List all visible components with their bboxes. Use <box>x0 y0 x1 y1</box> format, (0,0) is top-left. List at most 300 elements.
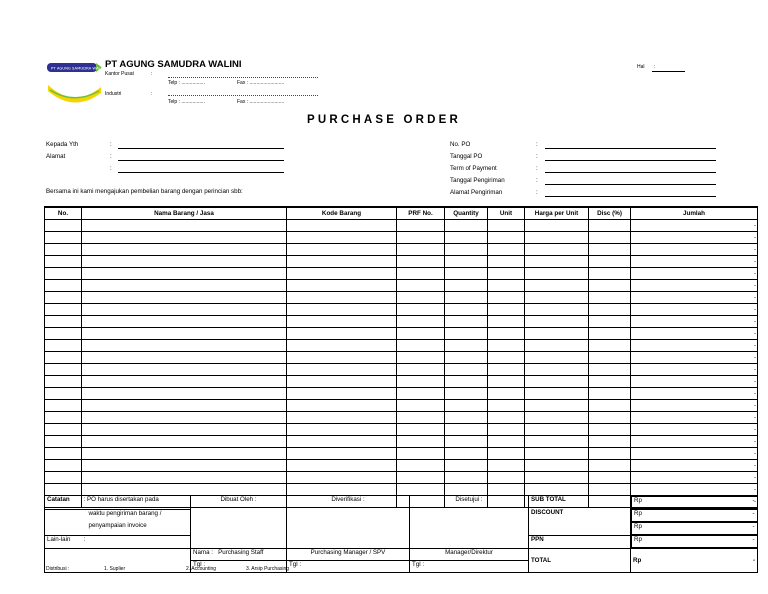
cell-unit <box>488 364 525 376</box>
cell-amount: - <box>631 256 758 268</box>
cell-prf-no <box>397 376 445 388</box>
table-header-row <box>45 207 758 220</box>
logo-wordmark: PT AGUNG SAMUDRA WALINI <box>51 65 103 71</box>
total-label: TOTAL <box>529 549 631 573</box>
cell-amount: - <box>631 268 758 280</box>
others-label: Lain-lain <box>45 535 82 549</box>
cell-item-name <box>82 220 287 232</box>
cell-item-code <box>287 232 397 244</box>
table-row <box>45 220 758 232</box>
cell-prf-no <box>397 280 445 292</box>
cell-no <box>45 388 82 400</box>
cell-discount <box>589 400 631 412</box>
cell-prf-no <box>397 436 445 448</box>
cell-unit <box>488 436 525 448</box>
cell-discount <box>589 352 631 364</box>
cell-amount: - <box>631 292 758 304</box>
discount-currency: Rp <box>634 510 642 517</box>
notes-line-1: : PO harus disertakan pada <box>82 496 191 510</box>
cell-discount <box>589 472 631 484</box>
cell-prf-no <box>397 220 445 232</box>
cell-amount: - <box>631 376 758 388</box>
cell-discount <box>589 448 631 460</box>
cell-amount: - <box>631 460 758 472</box>
cell-item-name <box>82 268 287 280</box>
table-row <box>45 436 758 448</box>
table-row <box>45 232 758 244</box>
discount-label: DISCOUNT <box>529 509 631 522</box>
cell-discount <box>589 364 631 376</box>
blank-total-label <box>529 522 631 535</box>
cell-quantity <box>445 232 488 244</box>
industry-fax: Fax : ......................... <box>237 99 285 105</box>
ppn-value <box>631 535 758 548</box>
table-row <box>45 472 758 484</box>
cell-item-name <box>82 352 287 364</box>
cell-quantity <box>445 400 488 412</box>
cell-discount <box>589 388 631 400</box>
cell-no <box>45 304 82 316</box>
cell-amount: - <box>631 448 758 460</box>
cell-no <box>45 244 82 256</box>
cell-no <box>45 412 82 424</box>
cell-unit <box>488 472 525 484</box>
cell-no <box>45 424 82 436</box>
cell-amount: - <box>631 328 758 340</box>
cell-unit-price <box>525 364 589 376</box>
cell-quantity <box>445 244 488 256</box>
cell-unit <box>488 256 525 268</box>
industry-colon: : <box>151 91 153 97</box>
cell-amount: - <box>631 388 758 400</box>
company-logo <box>46 61 103 109</box>
cell-discount <box>589 376 631 388</box>
cell-item-name <box>82 436 287 448</box>
cell-discount <box>589 304 631 316</box>
cell-quantity <box>445 280 488 292</box>
cell-no <box>45 376 82 388</box>
col-header-quantity: Quantity <box>445 207 488 220</box>
cell-prf-no <box>397 328 445 340</box>
cell-unit-price <box>525 292 589 304</box>
blank-total-value <box>631 522 758 535</box>
cell-unit <box>488 328 525 340</box>
cell-no <box>45 460 82 472</box>
industry-address-line <box>168 89 318 96</box>
table-row <box>45 376 758 388</box>
cell-unit <box>488 304 525 316</box>
cell-unit-price <box>525 328 589 340</box>
cell-item-name <box>82 328 287 340</box>
cell-amount: - <box>631 316 758 328</box>
cell-unit <box>488 424 525 436</box>
col-header-unit: Unit <box>488 207 525 220</box>
cell-no <box>45 472 82 484</box>
cell-item-code <box>287 244 397 256</box>
col-header-unit-price: Harga per Unit <box>525 207 589 220</box>
cell-quantity <box>445 352 488 364</box>
cell-prf-no <box>397 460 445 472</box>
verified-label: Diverifikasi : <box>331 496 365 503</box>
cell-unit <box>488 388 525 400</box>
cell-item-code <box>287 412 397 424</box>
cell-no <box>45 256 82 268</box>
table-row <box>45 256 758 268</box>
notes-spacer-1 <box>45 509 82 522</box>
cell-item-code <box>287 340 397 352</box>
table-row <box>45 304 758 316</box>
po-date-line <box>545 160 716 161</box>
total-currency: Rp <box>633 557 642 564</box>
cell-amount: - <box>631 472 758 484</box>
cell-quantity <box>445 424 488 436</box>
cell-item-code <box>287 328 397 340</box>
cell-discount <box>589 220 631 232</box>
cell-unit-price <box>525 256 589 268</box>
cell-amount: - <box>631 364 758 376</box>
table-row <box>45 292 758 304</box>
cell-unit <box>488 340 525 352</box>
cell-discount <box>589 340 631 352</box>
cell-prf-no <box>397 340 445 352</box>
industry-telp: Telp : ................. <box>168 99 205 105</box>
cell-amount: - <box>631 496 758 508</box>
cell-discount <box>589 256 631 268</box>
delivery-date-line <box>545 184 716 185</box>
cell-unit-price <box>525 388 589 400</box>
cell-item-name <box>82 376 287 388</box>
spv-title: Purchasing Manager / SPV <box>287 549 410 561</box>
cell-item-name <box>82 448 287 460</box>
cell-unit-price <box>525 268 589 280</box>
distribution-copy-2: 2. Accounting <box>186 566 217 572</box>
cell-item-code <box>287 400 397 412</box>
col-header-prf-no: PRF No. <box>397 207 445 220</box>
payment-term-line <box>545 172 716 173</box>
cell-discount <box>589 268 631 280</box>
cell-unit <box>488 448 525 460</box>
po-number-line <box>545 148 716 149</box>
cell-discount <box>589 436 631 448</box>
subtotal-label: SUB TOTAL <box>529 496 631 510</box>
total-amount: - <box>752 557 755 564</box>
cell-unit <box>488 280 525 292</box>
table-row <box>45 412 758 424</box>
cell-prf-no <box>397 352 445 364</box>
cell-quantity <box>445 220 488 232</box>
po-date-label: Tanggal PO <box>450 153 483 160</box>
cell-unit <box>488 232 525 244</box>
cell-quantity <box>445 316 488 328</box>
head-office-address-line <box>168 71 318 78</box>
ppn-label: PPN <box>529 535 631 549</box>
table-row <box>45 280 758 292</box>
approved-label: Disetujui : <box>455 496 483 503</box>
address-colon: : <box>110 153 112 160</box>
address-line-1 <box>118 160 284 161</box>
cell-prf-no <box>397 388 445 400</box>
cell-unit <box>488 316 525 328</box>
cell-unit-price <box>525 460 589 472</box>
cell-item-code <box>287 316 397 328</box>
cell-item-name <box>82 316 287 328</box>
cell-prf-no <box>397 232 445 244</box>
cell-discount <box>589 328 631 340</box>
company-name: PT AGUNG SAMUDRA WALINI <box>105 59 242 70</box>
cell-unit-price <box>525 436 589 448</box>
cell-quantity <box>445 304 488 316</box>
cell-prf-no <box>397 424 445 436</box>
cell-unit-price <box>525 280 589 292</box>
industry-label: Industri <box>105 91 122 97</box>
cell-discount <box>589 292 631 304</box>
discount-value <box>631 509 758 522</box>
cell-unit-price <box>525 412 589 424</box>
staff-name-cell <box>191 549 287 561</box>
cell-quantity <box>445 268 488 280</box>
head-office-colon: : <box>151 71 153 77</box>
cell-amount: - <box>631 304 758 316</box>
page-number-line <box>652 71 685 72</box>
ppn-amount: - <box>752 536 755 543</box>
discount-amount: - <box>752 510 755 517</box>
table-row <box>45 328 758 340</box>
cell-no <box>45 232 82 244</box>
cell-amount: - <box>631 352 758 364</box>
cell-item-code <box>287 304 397 316</box>
cell-item-code <box>287 424 397 436</box>
cell-amount: - <box>631 280 758 292</box>
others-colon: : <box>82 535 191 549</box>
cell-item-code <box>287 352 397 364</box>
blank-total-currency: Rp <box>634 523 642 530</box>
cell-prf-no <box>397 472 445 484</box>
cell-item-code <box>287 268 397 280</box>
intro-text: Bersama ini kami mengajukan pembelian barang dengan perincian sbb: <box>46 188 243 195</box>
cell-unit-price <box>525 400 589 412</box>
cell-discount <box>589 280 631 292</box>
cell-item-name <box>82 280 287 292</box>
cell-unit-price <box>525 340 589 352</box>
col-header-item-code: Kode Barang <box>287 207 397 220</box>
total-value <box>631 549 758 573</box>
cell-item-name <box>82 400 287 412</box>
cell-item-name <box>82 244 287 256</box>
cell-unit <box>488 244 525 256</box>
cell-no <box>45 352 82 364</box>
table-row <box>45 364 758 376</box>
cell-unit <box>488 400 525 412</box>
cell-discount <box>589 412 631 424</box>
cell-unit-price <box>525 352 589 364</box>
recipient-label: Kepada Yth <box>46 141 79 148</box>
cell-unit <box>488 376 525 388</box>
cell-prf-no <box>397 364 445 376</box>
delivery-address-label: Alamat Pengiriman <box>450 189 503 196</box>
cell-quantity <box>445 364 488 376</box>
cell-prf-no <box>397 304 445 316</box>
cell-item-name <box>82 472 287 484</box>
cell-quantity <box>445 292 488 304</box>
cell-quantity <box>445 412 488 424</box>
cell-item-code <box>287 256 397 268</box>
cell-amount: - <box>631 484 758 496</box>
head-office-telp: Telp : ................. <box>168 80 205 86</box>
cell-discount <box>589 316 631 328</box>
approved-cell <box>410 496 529 549</box>
cell-no <box>45 268 82 280</box>
verified-cell <box>287 496 410 549</box>
cell-unit <box>488 412 525 424</box>
table-row <box>45 448 758 460</box>
table-row <box>45 400 758 412</box>
cell-amount: - <box>631 400 758 412</box>
table-row <box>45 244 758 256</box>
cell-item-code <box>287 280 397 292</box>
items-table <box>44 206 758 508</box>
name-label: Nama : <box>193 549 213 556</box>
subtotal-amount: - <box>752 497 755 504</box>
notes-line-3: penyampaian invoice <box>82 522 191 535</box>
cell-prf-no <box>397 316 445 328</box>
cell-unit-price <box>525 232 589 244</box>
cell-prf-no <box>397 292 445 304</box>
distribution-copy-1: 1. Suplier <box>104 566 126 572</box>
notes-line-2: waktu pengiriman barang / <box>82 509 191 522</box>
cell-no <box>45 220 82 232</box>
payment-term-colon: : <box>536 165 538 172</box>
po-date-colon: : <box>536 153 538 160</box>
cell-unit-price <box>525 304 589 316</box>
delivery-address-colon: : <box>536 189 538 196</box>
cell-item-code <box>287 364 397 376</box>
cell-quantity <box>445 436 488 448</box>
cell-amount: - <box>631 412 758 424</box>
cell-unit <box>488 268 525 280</box>
cell-unit-price <box>525 316 589 328</box>
page-title: PURCHASE ORDER <box>306 114 462 126</box>
cell-unit-price <box>525 424 589 436</box>
cell-item-name <box>82 460 287 472</box>
cell-quantity <box>445 472 488 484</box>
delivery-date-colon: : <box>536 177 538 184</box>
payment-term-label: Term of Payment <box>450 165 497 172</box>
subtotal-currency: Rp <box>634 497 642 504</box>
cell-quantity <box>445 460 488 472</box>
delivery-address-line <box>545 196 716 197</box>
cell-item-code <box>287 292 397 304</box>
cell-item-code <box>287 448 397 460</box>
cell-amount: - <box>631 340 758 352</box>
items-body <box>45 220 758 508</box>
spv-date: Tgl : <box>287 561 410 573</box>
cell-item-name <box>82 304 287 316</box>
cell-item-name <box>82 340 287 352</box>
cell-amount: - <box>631 220 758 232</box>
cell-no <box>45 436 82 448</box>
staff-date: Tgl : <box>191 561 287 573</box>
cell-item-code <box>287 472 397 484</box>
made-by-label: Dibuat Oleh : <box>220 496 257 503</box>
cell-no <box>45 340 82 352</box>
cell-discount <box>589 232 631 244</box>
delivery-date-label: Tanggal Pengiriman <box>450 177 505 184</box>
blank-total-amount: - <box>752 523 755 530</box>
cell-discount <box>589 244 631 256</box>
col-header-no: No. <box>45 207 82 220</box>
cell-discount <box>589 460 631 472</box>
cell-item-name <box>82 232 287 244</box>
col-header-discount: Disc (%) <box>589 207 631 220</box>
address-line-2 <box>118 172 284 173</box>
page-colon: : <box>654 64 656 70</box>
cell-item-code <box>287 436 397 448</box>
table-row <box>45 424 758 436</box>
director-date: Tgl : <box>410 561 529 573</box>
cell-item-code <box>287 388 397 400</box>
ppn-currency: Rp <box>634 536 642 543</box>
notes-spacer-2 <box>45 522 82 535</box>
cell-quantity <box>445 376 488 388</box>
cell-item-name <box>82 412 287 424</box>
table-row <box>45 268 758 280</box>
table-row <box>45 340 758 352</box>
table-row <box>45 460 758 472</box>
cell-prf-no <box>397 412 445 424</box>
address-colon-2: : <box>110 165 112 172</box>
cell-item-name <box>82 424 287 436</box>
cell-unit-price <box>525 448 589 460</box>
table-row <box>45 316 758 328</box>
cell-unit <box>488 352 525 364</box>
head-office-label: Kantor Pusat <box>105 71 134 77</box>
cell-amount: - <box>631 232 758 244</box>
po-number-colon: : <box>536 141 538 148</box>
cell-unit <box>488 220 525 232</box>
cell-item-name <box>82 292 287 304</box>
table-row <box>45 352 758 364</box>
cell-quantity <box>445 448 488 460</box>
cell-prf-no <box>397 256 445 268</box>
cell-prf-no <box>397 448 445 460</box>
cell-item-code <box>287 220 397 232</box>
cell-item-name <box>82 364 287 376</box>
cell-unit <box>488 292 525 304</box>
col-header-item-name: Nama Barang / Jasa <box>82 207 287 220</box>
cell-unit-price <box>525 220 589 232</box>
cell-item-name <box>82 256 287 268</box>
cell-prf-no <box>397 244 445 256</box>
cell-prf-no <box>397 400 445 412</box>
recipient-line <box>118 148 284 149</box>
po-number-label: No. PO <box>450 141 471 148</box>
distribution-label: Distribusi : <box>46 566 70 572</box>
cell-unit-price <box>525 472 589 484</box>
cell-prf-no <box>397 268 445 280</box>
page-label: Hal <box>637 64 645 70</box>
cell-quantity <box>445 328 488 340</box>
director-title: Manager/Direktur <box>410 549 529 561</box>
subtotal-value <box>631 496 758 509</box>
cell-discount <box>589 424 631 436</box>
made-by-cell <box>191 496 287 549</box>
cell-unit-price <box>525 244 589 256</box>
cell-no <box>45 328 82 340</box>
recipient-colon: : <box>110 141 112 148</box>
col-header-amount: Jumlah <box>631 207 758 220</box>
cell-no <box>45 364 82 376</box>
cell-amount: - <box>631 436 758 448</box>
